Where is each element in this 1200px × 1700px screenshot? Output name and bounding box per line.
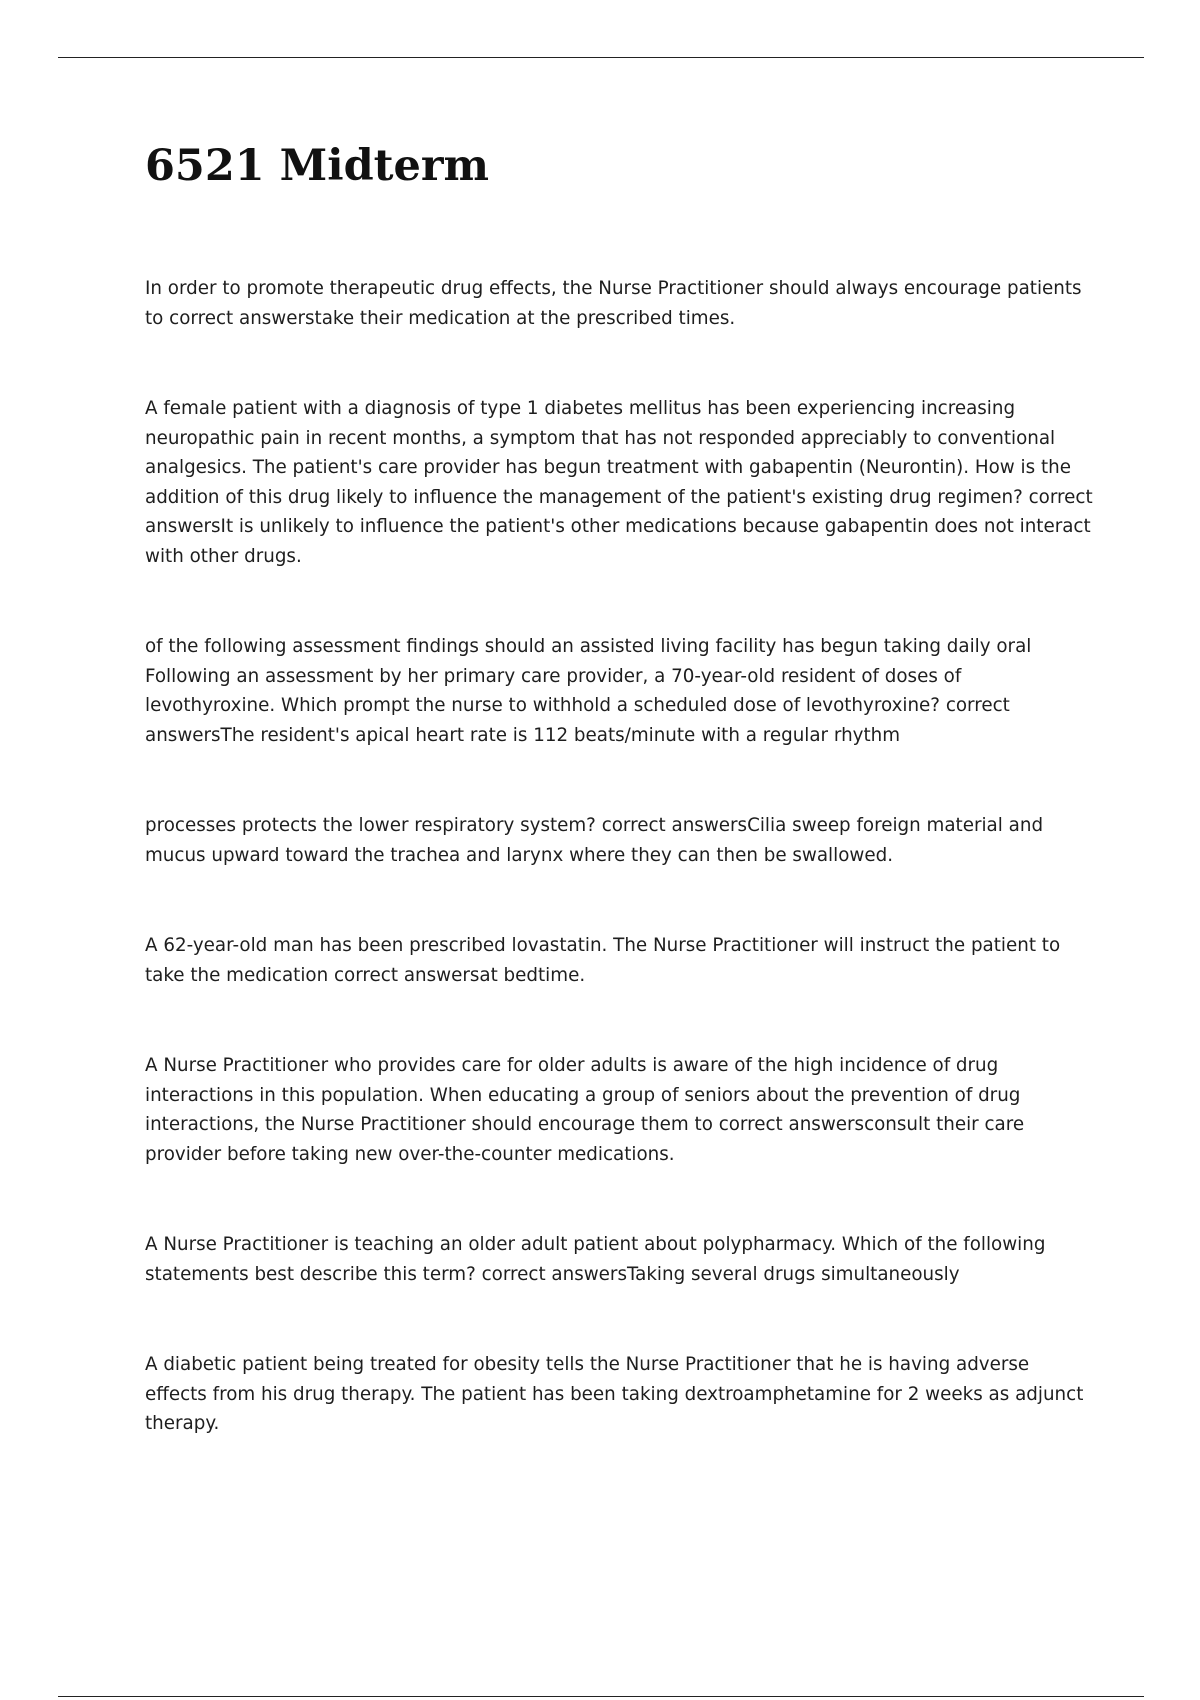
question-paragraph-4: processes protects the lower respiratory system? correct answersCilia sweep foreign material and mucus upward toward the trachea and larynx where they can then be swallowed.	[145, 815, 1044, 866]
question-paragraph-7: A Nurse Practitioner is teaching an older adult patient about polypharmacy. Which of the following statements best describe this term? correct answersTaking several drugs simultaneously	[145, 1234, 1046, 1285]
question-paragraph-2: A female patient with a diagnosis of type 1 diabetes mellitus has been experiencing increasing neuropathic pain in recent months, a symptom that has not responded appreciably to conventional analgesics. The patient's care provider has begun treatment with gabapentin (Neurontin). How is the addition of this drug likely to influence the management of the patient's existing drug regimen? correct answersIt is unlikely to influence the patient's other medications because gabapentin does not interact with other drugs.	[145, 398, 1093, 567]
question-paragraph-8: A diabetic patient being treated for obesity tells the Nurse Practitioner that he is having adverse effects from his drug therapy. The patient has been taking dextroamphetamine for 2 weeks as adjunct therapy.	[145, 1354, 1084, 1434]
page-title: 6521 Midterm	[145, 141, 490, 191]
question-paragraph-6: A Nurse Practitioner who provides care for older adults is aware of the high incidence of drug interactions in this population. When educating a group of seniors about the prevention of drug interactions, the Nurse Practitioner should encourage them to correct answersconsult their care provider before taking new over-the-counter medications.	[145, 1055, 1025, 1165]
question-paragraph-3: of the following assessment findings should an assisted living facility has begun taking daily oral Following an assessment by her primary care provider, a 70-year-old resident of doses of levothyroxine. Which prompt the nurse to withhold a scheduled dose of levothyroxine? correct answersThe resident's apical heart rate is 112 beats/minute with a regular rhythm	[145, 636, 1032, 746]
question-paragraph-5: A 62-year-old man has been prescribed lovastatin. The Nurse Practitioner will instruct the patient to take the medication correct answersat bedtime.	[145, 935, 1061, 986]
document-body	[145, 140, 1095, 1500]
top-divider	[58, 57, 1144, 58]
bottom-divider	[58, 1696, 1144, 1697]
question-paragraph-1: In order to promote therapeutic drug effects, the Nurse Practitioner should always encourage patients to correct answerstake their medication at the prescribed times.	[145, 278, 1082, 329]
